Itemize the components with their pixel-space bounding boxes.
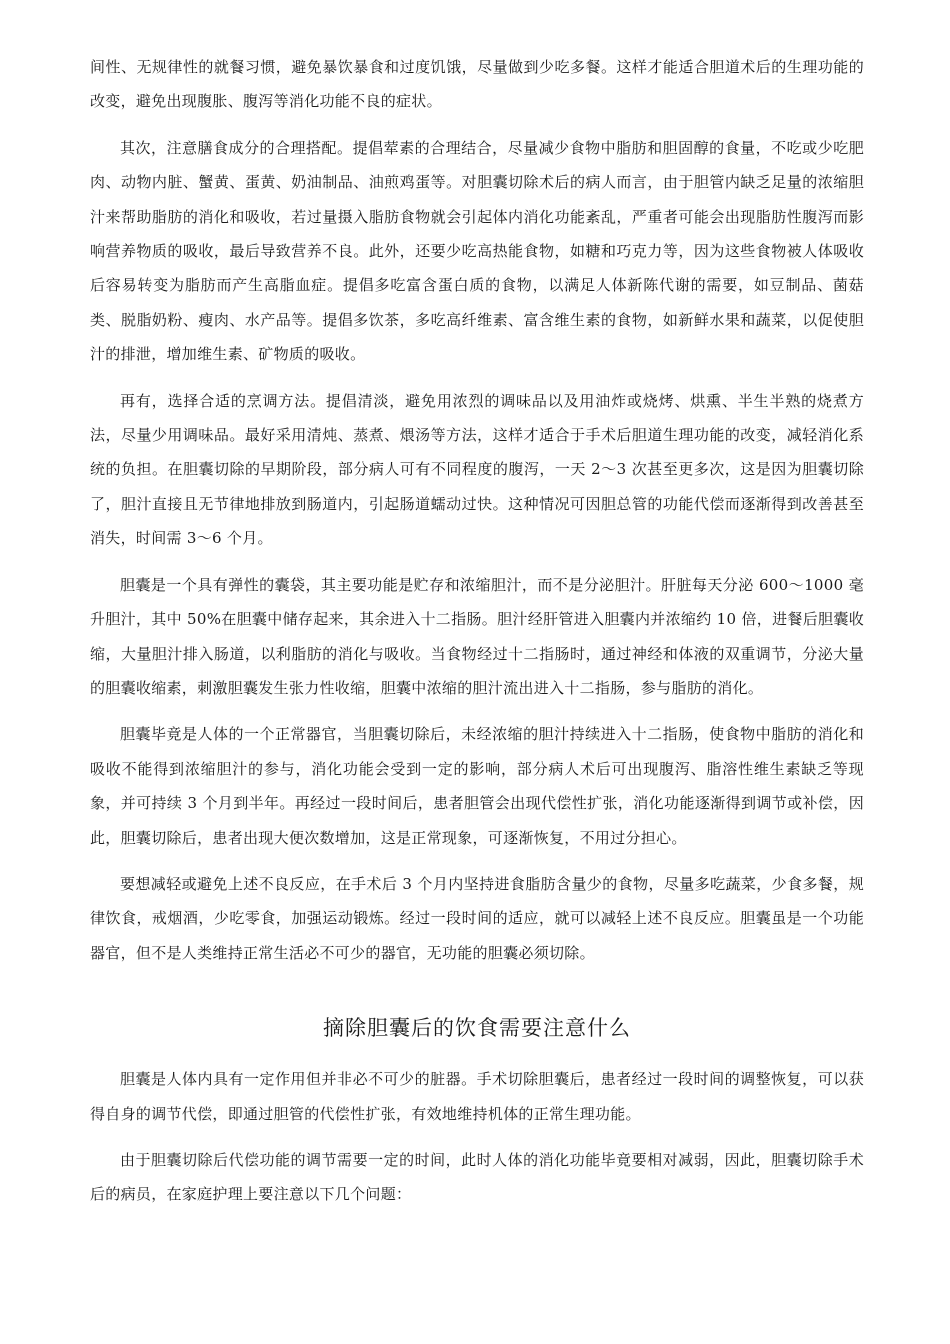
paragraph-home-care: 由于胆囊切除后代偿功能的调节需要一定的时间，此时人体的消化功能毕竟要相对减弱，因此，胆囊切除手术后的病员，在家庭护理上要注意以下几个问题：: [90, 1150, 864, 1204]
paragraph-continued: 间性、无规律性的就餐习惯，避免暴饮暴食和过度饥饿，尽量做到少吃多餐。这样才能适合胆道术后的生理功能的改变，避免出现腹胀、腹泻等消化功能不良的症状。: [90, 58, 864, 111]
section-title: 摘除胆囊后的饮食需要注意什么: [323, 1016, 631, 1041]
paragraph-gallbladder-function: 胆囊是一个具有弹性的囊袋，其主要功能是贮存和浓缩胆汁，而不是分泌胆汁。肝脏每天分泌 600～1000 毫升胆汁，其中 50%在胆囊中储存起来，其余进入十二指肠。胆汁经肝管进入胆囊内并浓缩约 10 倍，进餐后胆囊收缩，大量胆汁排入肠道，以利脂肪的消化与吸收。当食物经过十二指肠时，通过神经和体液的双重调节，分泌大量的胆囊收缩素，刺激胆囊发生张力性收缩，胆囊中浓缩的胆汁流出进入十二指肠，参与脂肪的消化。: [90, 575, 864, 697]
paragraph-diet-composition: 其次，注意膳食成分的合理搭配。提倡荤素的合理结合，尽量减少食物中脂肪和胆固醇的食量，不吃或少吃肥肉、动物内脏、蟹黄、蛋黄、奶油制品、油煎鸡蛋等。对胆囊切除术后的病人而言，由于胆管内缺乏足量的浓缩胆汁来帮助脂肪的消化和吸收，若过量摄入脂肪食物就会引起体内消化功能紊乱，严重者可能会出现脂肪性腹泻而影响营养物质的吸收，最后导致营养不良。此外，还要少吃高热能食物，如糖和巧克力等，因为这些食物被人体吸收后容易转变为脂肪而产生高脂血症。提倡多吃富含蛋白质的食物，以满足人体新陈代谢的需要，如豆制品、菌菇类、脱脂奶粉、瘦肉、水产品等。提倡多饮茶，多吃高纤维素、富含维生素的食物，如新鲜水果和蔬菜，以促使胆汁的排泄，增加维生素、矿物质的吸收。: [90, 138, 864, 364]
paragraph-intro: 胆囊是人体内具有一定作用但并非必不可少的脏器。手术切除胆囊后，患者经过一段时间的调整恢复，可以获得自身的调节代偿，即通过胆管的代偿性扩张，有效地维持机体的正常生理功能。: [90, 1070, 864, 1123]
document-page: [90, 50, 864, 1212]
paragraph-cooking-method: 再有，选择合适的烹调方法。提倡清淡，避免用浓烈的调味品以及用油炸或烧烤、烘熏、半生半熟的烧煮方法，尽量少用调味品。最好采用清炖、蒸煮、煨汤等方法，这样才适合于手术后胆道生理功能的改变，减轻消化系统的负担。在胆囊切除的早期阶段，部分病人可有不同程度的腹泻，一天 2～3 次甚至更多次，这是因为胆囊切除了，胆汁直接且无节律地排放到肠道内，引起肠道蠕动过快。这种情况可因胆总管的功能代偿而逐渐得到改善甚至消失，时间需 3～6 个月。: [90, 391, 864, 548]
paragraph-reduce-reactions: 要想减轻或避免上述不良反应，在手术后 3 个月内坚持进食脂肪含量少的食物，尽量多吃蔬菜，少食多餐，规律饮食，戒烟酒，少吃零食，加强运动锻炼。经过一段时间的适应，就可以减轻上述不良反应。胆囊虽是一个功能器官，但不是人类维持正常生活必不可少的器官，无功能的胆囊必须切除。: [90, 874, 864, 962]
paragraph-after-removal: 胆囊毕竟是人体的一个正常器官，当胆囊切除后，未经浓缩的胆汁持续进入十二指肠，使食物中脂肪的消化和吸收不能得到浓缩胆汁的参与，消化功能会受到一定的影响，部分病人术后可出现腹泻、脂溶性维生素缺乏等现象，并可持续 3 个月到半年。再经过一段时间后，患者胆管会出现代偿性扩张，消化功能逐渐得到调节或补偿，因此，胆囊切除后，患者出现大便次数增加，这是正常现象，可逐渐恢复，不用过分担心。: [90, 725, 864, 847]
